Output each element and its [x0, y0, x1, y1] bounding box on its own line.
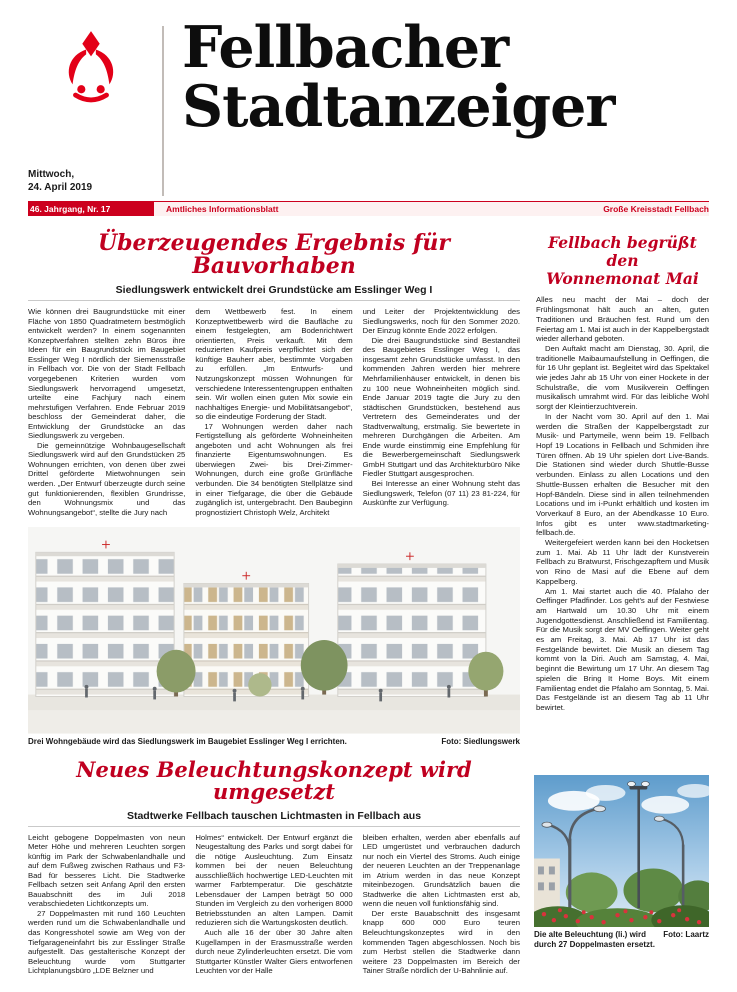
- main-row: [28, 224, 709, 747]
- building-rendering-caption: [28, 737, 520, 746]
- article-bauvorhaben-headline: Überzeugendes Ergebnis für Bauvorhaben: [97, 230, 450, 280]
- headline-line1: Fellbach begrüßt den: [548, 233, 697, 270]
- paragraph: Wie können drei Baugrundstücke mit einer Fläche von 1850 Quadratmetern bestmöglich entwickelt werden? In einem sogenannten Konzeptverfahren stellten zehn Büros ihre Ideen für ein Baugrundstück im Baugebiet Esslinger Weg I nördlich der Siemensstraße in Fellbach vor. Die von der Stadt Fellbach vorgegebenen Kriterien wurden vom Siedlungswerk hervorragend umgesetzt, urteilte eine Fachjury nach einem mehrstufigen Verfahren. Ende Februar 2019 beschloss der Gemeinderat daher, die Entwicklung der Grundstücke an das Siedlungswerk zu vergeben.: [28, 307, 186, 441]
- streetlamp-photo-figure: [534, 775, 709, 949]
- article-beleuchtung-col3: [363, 833, 520, 992]
- issue-date-weekday: Mittwoch,: [28, 169, 75, 180]
- streetlamp-photo-section: [534, 755, 709, 992]
- article-bauvorhaben-col3: [363, 307, 520, 519]
- building-rendering-figure: [28, 527, 520, 746]
- headline-line2: Wonnemonat Mai: [546, 268, 699, 288]
- newspaper-title: [182, 14, 709, 198]
- info-subtitle: Amtliches Informationsblatt: [166, 204, 279, 214]
- logo-wrap: [28, 28, 154, 104]
- article-beleuchtung-col2: [195, 833, 352, 992]
- masthead: [28, 16, 709, 198]
- paragraph: Die gemeinnützige Wohnbaugesellschaft Siedlungswerk wird auf den Grundstücken 25 Wohnungen errichten, von denen über zwei Drittel geförderte Mietwohnungen sein werden. „Der Entwurf überzeugte durch seine gut funktionierenden, flexiblen Grundrisse, den Wohnungsmix und das Wohnungsangebot“, stellte die Jury nach: [28, 440, 186, 517]
- article-bauvorhaben-col1: [28, 307, 185, 519]
- article-wonnemonat: [536, 224, 709, 747]
- paragraph: In der Nacht vom 30. April auf den 1. Mai werden die Straßen der Kappelbergstadt zur Musik- und Partymeile, wenn beim 19. Fellbach Hopf 19 Locations in Fellbach und Schmiden ihre Türen öffnen. Ab 19 Uhr spielen dort Live-Bands. Die Stationen sind wieder durch Shuttle-Busse verbunden. Einlass zu allen Locations und den Shuttle-Bussen erhalten die Besucher mit den Hopf-Bändeln. Diese sind in allen teilnehmenden Locations und im i-Punkt erhältlich und kosten im Vorverkauf 8 Euro, an der Abendkasse 10 Euro. Infos gibt es unter www.stadtmarketing-fellbach.de.: [536, 411, 709, 538]
- article-beleuchtung-col1: [28, 833, 185, 992]
- paragraph: und Leiter der Projektentwicklung des Siedlungswerks, noch für den Sommer 2020. Der Einzug könnte Ende 2022 erfolgen.: [362, 307, 520, 336]
- newspaper-title-line2: Stadtanzeiger: [182, 73, 615, 141]
- caption-text: Drei Wohngebäude wird das Siedlungswerk im Baugebiet Esslinger Weg I errichten.: [28, 736, 347, 746]
- article-bauvorhaben: [28, 224, 520, 747]
- article-beleuchtung-body: [28, 833, 520, 992]
- photo-credit: Foto: Laartz: [663, 929, 709, 939]
- streetlamp-photo-image: [534, 775, 709, 926]
- paragraph: 17 Wohnungen werden daher nach Fertigstellung als geförderte Wohneinheiten angeboten und acht Wohnungen als frei finanzierte Eigentumswohnungen. Es überwiegen Zwei- bis Drei-Zimmer-Wohnungen, durch eine große Grünfläche verbunden. Die 34 benötigten Stellplätze sind in einer Tiefgarage, die über die Gebäude zugänglich ist, untergebracht. Den Baubeginn prognostiziert Christoph Welz, Architekt: [195, 421, 353, 517]
- caption-text: Die alte Beleuchtung (li.) wird durch 27 Doppelmasten ersetzt.: [534, 929, 655, 949]
- masthead-left: [28, 16, 154, 198]
- building-rendering-image: [28, 527, 520, 734]
- article-wonnemonat-headline: [536, 234, 709, 287]
- issue-date: [28, 168, 154, 198]
- paragraph: dem Wettbewerb fest. In einem Konzeptwettbewerb wird die Baufläche zu einem festgelegten, am Bodenrichtwert orientierten, Preis verkauft. Mit dem reduzierten Kaufpreis verpflichtet sich der künftige Bauherr aber, bestimmte Vorgaben zu erfüllen. „Im Entwurfs- und Nutzungskonzept müssen Wohnungen für verschiedene Interessentengruppen enthalten sein. Wir wollen einen guten Mix sowie ein nachhaltiges Energie- und Mobilitätsangebot“, so die eindeutige Forderung der Stadt.: [195, 307, 353, 422]
- paragraph: Der erste Bauabschnitt des insgesamt knapp 600 000 Euro teuren Beleuchtungskonzeptes wird in den kommenden Tagen abgeschlossen. Noch bis zum Herbst stellen die Stadtwerke dann weitere 23 Doppelmasten im Bereich der Tainer Straße nördlich der U-Bahnlinie auf.: [362, 908, 520, 976]
- paragraph: Leicht gebogene Doppelmasten von neun Meter Höhe und mehreren Leuchten sorgen künftig im Park der Schwabenlandhalle und auf dem Fußweg zwischen Rathaus und F3-Bad für besseres Licht. Die Stadtwerke Fellbach setzen seit Anfang April den ersten Bauabschnitt des im Juli 2018 verabschiedeten Lichtkonzepts um.: [28, 832, 186, 909]
- paragraph: Holmes“ entwickelt. Der Entwurf ergänzt die Neugestaltung des Parks und sorgt dabei für die nötige Ausleuchtung. Zum Einsatz kommen bei der neuen Beleuchtung ausschließlich hochwertige LED-Leuchten mit warmer Farbtemperatur. Die geschätzte Lebensdauer der Lampen beträgt 50 000 Stunden im Vergleich zu den vorherigen 8000 Betriebsstunden an alten Lampen. Damit reduzieren sich die Wartungskosten deutlich.: [195, 832, 353, 928]
- bottom-row: [28, 755, 709, 992]
- issue-badge: 46. Jahrgang, Nr. 17: [28, 202, 154, 216]
- masthead-divider: [162, 26, 164, 196]
- issue-date-value: 24. April 2019: [28, 182, 93, 193]
- article-beleuchtung: [28, 755, 520, 992]
- newspaper-title-line1: Fellbacher: [182, 14, 509, 81]
- article-bauvorhaben-col2: [195, 307, 352, 519]
- stadtanzeiger-logo-icon: [60, 28, 122, 104]
- info-city: Große Kreisstadt Fellbach: [603, 204, 709, 214]
- paragraph: Weitergefeiert werden kann bei den Hocketsen zum 1. Mai. Ab 11 Uhr lädt der Kunstverein Fellbach zu Bratwurst, Frischgezapftem und Musik von Rino de Masi auf die Ebene auf dem Kappelberg.: [536, 538, 709, 586]
- paragraph: Alles neu macht der Mai – doch der Frühlingsmonat hält auch an alten, guten Traditionen und Bräuchen fest. Rund um den Feiertag am 1. Mai ist auch in der Kappelbergstadt wieder allerhand geboten.: [536, 295, 709, 344]
- article-bauvorhaben-subhead: Siedlungswerk entwickelt drei Grundstücke am Esslinger Weg I: [28, 284, 520, 301]
- paragraph: Den Auftakt macht am Dienstag, 30. April, die traditionelle Maibaumaufstellung in Oeffingen, die für 16 Uhr geplant ist. Begleitet wird das Spektakel wie jedes Jahr ab 15 Uhr von einer Hockete in der Schulstraße, die vom Musikverein Oeffingen musikalisch umrahmt wird. Für das leibliche Wohl sorgt der Kleintierzuchtverein.: [536, 343, 709, 412]
- paragraph: Bei Interesse an einer Wohnung steht das Siedlungswerk, Telefon (07 11) 23 81-224, für Auskünfte zur Verfügung.: [362, 479, 520, 508]
- paragraph: Auch alle 16 der über 30 Jahre alten Kugellampen in der Erasmusstraße werden durch neue Zylinderleuchten ersetzt. Die vom Stuttgarter Künstler Walter Giers entworfenen Leuchten vor der Halle: [195, 928, 353, 976]
- paragraph: Am 1. Mai startet auch die 40. Pfalaho der Oeffinger Pfadfinder. Los geht's auf der Festwiese am Hartwald um 10.30 Uhr mit einem Jugendgottesdienst. Anschließend ist Familientag. Für die Musik sorgt der MV Oeffingen. Weiter geht es am Freitag, 3. Mai. Ab 17 Uhr ist das Festgelände bewirtet. Die Musik an diesem Tag kommt von la Diri. Auch am Samstag, 4. Mai, beginnt die Bewirtung um 17 Uhr. An diesem Tag spielen die Bring It Home Boys. Mit einem Familientag endet die Pfalaho am Sonntag, 5. Mai. Das Festgelände ist an diesem Tag ab 11 Uhr bewirtet.: [536, 586, 709, 712]
- paragraph: Die drei Baugrundstücke sind Bestandteil des Baugebietes Esslinger Weg I, das insgesamt zehn Grundstücke umfasst. In den kommenden Jahren werden hier mehrere Mehrfamilienhäuser entwickelt, in denen bis zu 100 neue Wohneinheiten möglich sind. Ende Januar 2019 tagte die Jury zu den städtischen Grundstücken, bestehend aus Vertretern des Gemeinderates und der Stadtverwaltung, erstmalig. Sie bewertete in mehreren Durchgängen die Arbeiten. Am Ende wurde einstimmig eine Empfehlung für die Bewerbergemeinschaft Siedlungswerk GmbH Stuttgart und das Architekturbüro Nike Fiedler Stuttgart ausgesprochen.: [362, 335, 520, 479]
- article-wonnemonat-body: [536, 295, 709, 747]
- photo-credit: Foto: Siedlungswerk: [441, 736, 520, 746]
- article-beleuchtung-subhead: Stadtwerke Fellbach tauschen Lichtmasten in Fellbach aus: [28, 810, 520, 827]
- info-bar: [28, 201, 709, 216]
- paragraph: bleiben erhalten, werden aber ebenfalls auf LED umgerüstet und verbrauchen dadurch nur noch ein Viertel des Stroms. Auch einige der neueren Leuchten an der Treppenanlage im Atrium werden in das neue Konzept miteinbezogen. Grundsätzlich bauen die Stadtwerke die alten Lichtmasten erst ab, wenn die neuen voll funktionsfähig sind.: [362, 832, 520, 909]
- paragraph: 27 Doppelmasten mit rund 160 Leuchten werden rund um die Schwabenlandhalle und das Kongresshotel sowie am Weg von der Tiefgarageneinfahrt bis zur Esslinger Straße aufgestellt. Das gestalterische Konzept der Beleuchtung wurde vom Stuttgarter Lichtplanungsbüro „LDE Belzner und: [28, 908, 186, 976]
- article-beleuchtung-headline: Neues Beleuchtungskonzept wird umgesetzt: [76, 757, 472, 805]
- streetlamp-photo-caption: [534, 930, 709, 950]
- article-bauvorhaben-body: [28, 307, 520, 519]
